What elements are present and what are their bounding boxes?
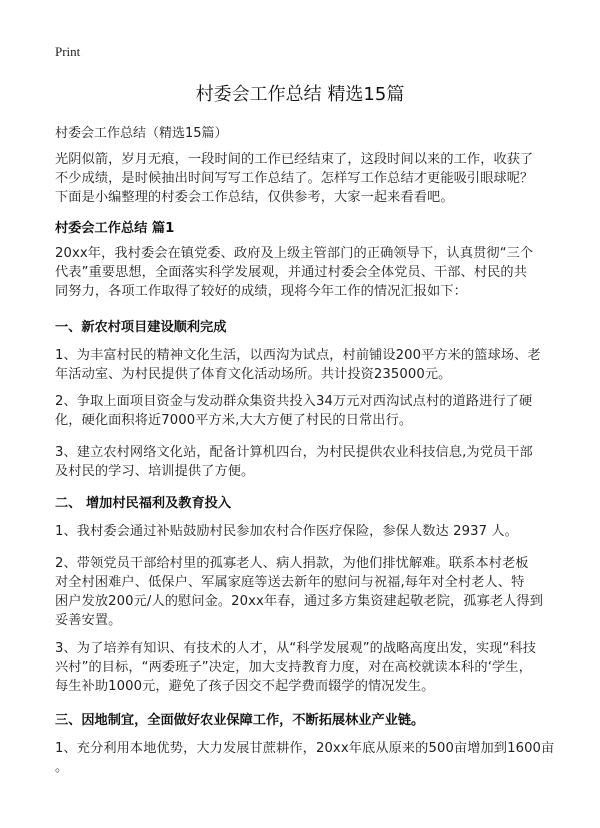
print-label: Print bbox=[55, 44, 81, 59]
heading-3: 三、因地制宜，全面做好农业保障工作，不断拓展林业产业链。 bbox=[55, 713, 425, 728]
text-line: 下面是小编整理的村委会工作总结，仅供参考，大家一起来看看吧。 bbox=[55, 190, 454, 205]
list-item-2-2 bbox=[55, 554, 555, 630]
text-line: 年活动室、为村民提供了体育文化活动场所。共计投资235000元。 bbox=[55, 367, 452, 382]
text-line: 3、建立农村网络文化站，配备计算机四台，为村民提供农业科技信息,为党员干部 bbox=[55, 445, 533, 460]
document-subtitle: 村委会工作总结（精选15篇） bbox=[55, 126, 228, 141]
list-item-1-2 bbox=[55, 392, 555, 430]
text-line: 1、充分利用本地优势，大力发展甘蔗耕作，20xx年底从原来的500亩增加到1600亩 bbox=[55, 741, 555, 756]
text-line: 代表”重要思想，全面落实科学发展观，并通过村委会全体党员、干部、村民的共 bbox=[55, 265, 527, 280]
list-item-2-1 bbox=[55, 522, 555, 541]
list-item-1-3 bbox=[55, 443, 555, 481]
text-line: 困户发放200元/人的慰问金。20xx年春，通过多方集资建起敬老院，孤寡老人得到 bbox=[55, 594, 543, 609]
list-item-1-1 bbox=[55, 346, 555, 384]
text-line: 及村民的学习、培训提供了方便。 bbox=[55, 464, 255, 479]
text-line: 光阴似箭，岁月无痕，一段时间的工作已经结束了，这段时间以来的工作，收获了 bbox=[55, 152, 534, 167]
text-line: 。 bbox=[55, 760, 69, 775]
text-line: 不少成绩，是时候抽出时间写写工作总结了。怎样写工作总结才更能吸引眼球呢？ bbox=[55, 171, 534, 186]
text-line: 化，硬化面积将近7000平方米,大大方便了村民的日常出行。 bbox=[55, 413, 413, 428]
list-item-2-3 bbox=[55, 639, 555, 696]
text-line: 兴村”的目标，“两委班子”决定，加大支持教育力度，对在高校就读本科的‘学生， bbox=[55, 660, 532, 675]
section-title: 村委会工作总结 篇1 bbox=[55, 221, 175, 236]
text-line: 同努力，各项工作取得了较好的成绩，现将今年工作的情况汇报如下： bbox=[55, 284, 467, 299]
text-line: 20xx年，我村委会在镇党委、政府及上级主管部门的正确领导下，认真贯彻“三个 bbox=[55, 246, 534, 261]
text-line: 1、为丰富村民的精神文化生活，以西沟为试点，村前铺设200平方米的篮球场、老 bbox=[55, 348, 541, 363]
page-title: 村委会工作总结 精选15篇 bbox=[195, 84, 405, 105]
text-line: 妥善安置。 bbox=[55, 613, 122, 628]
text-line: 1、我村委会通过补贴鼓励村民参加农村合作医疗保险，参保人数达 2937 人。 bbox=[55, 524, 518, 539]
text-line: 对全村困难户、低保户、军属家庭等送去新年的慰问与祝福,每年对全村老人、特 bbox=[55, 575, 525, 590]
text-line: 每生补助1000元，避免了孩子因交不起学费而辍学的情况发生。 bbox=[55, 679, 435, 694]
intro-paragraph bbox=[55, 150, 555, 207]
paragraph-1 bbox=[55, 244, 555, 301]
list-item-3-1 bbox=[55, 739, 555, 777]
heading-1: 一、新农村项目建设顺利完成 bbox=[55, 320, 227, 335]
text-line: 2、争取上面项目资金与发动群众集资共投入34万元对西沟试点村的道路进行了硬 bbox=[55, 394, 533, 409]
heading-2: 二、 增加村民福利及教育投入 bbox=[55, 496, 232, 511]
text-line: 3、为了培养有知识、有技术的人才，从“科学发展观”的战略高度出发，实现“科技 bbox=[55, 641, 537, 656]
text-line: 2、带领党员干部给村里的孤寡老人、病人捐款，为他们排忧解难。联系本村老板 bbox=[55, 556, 529, 571]
